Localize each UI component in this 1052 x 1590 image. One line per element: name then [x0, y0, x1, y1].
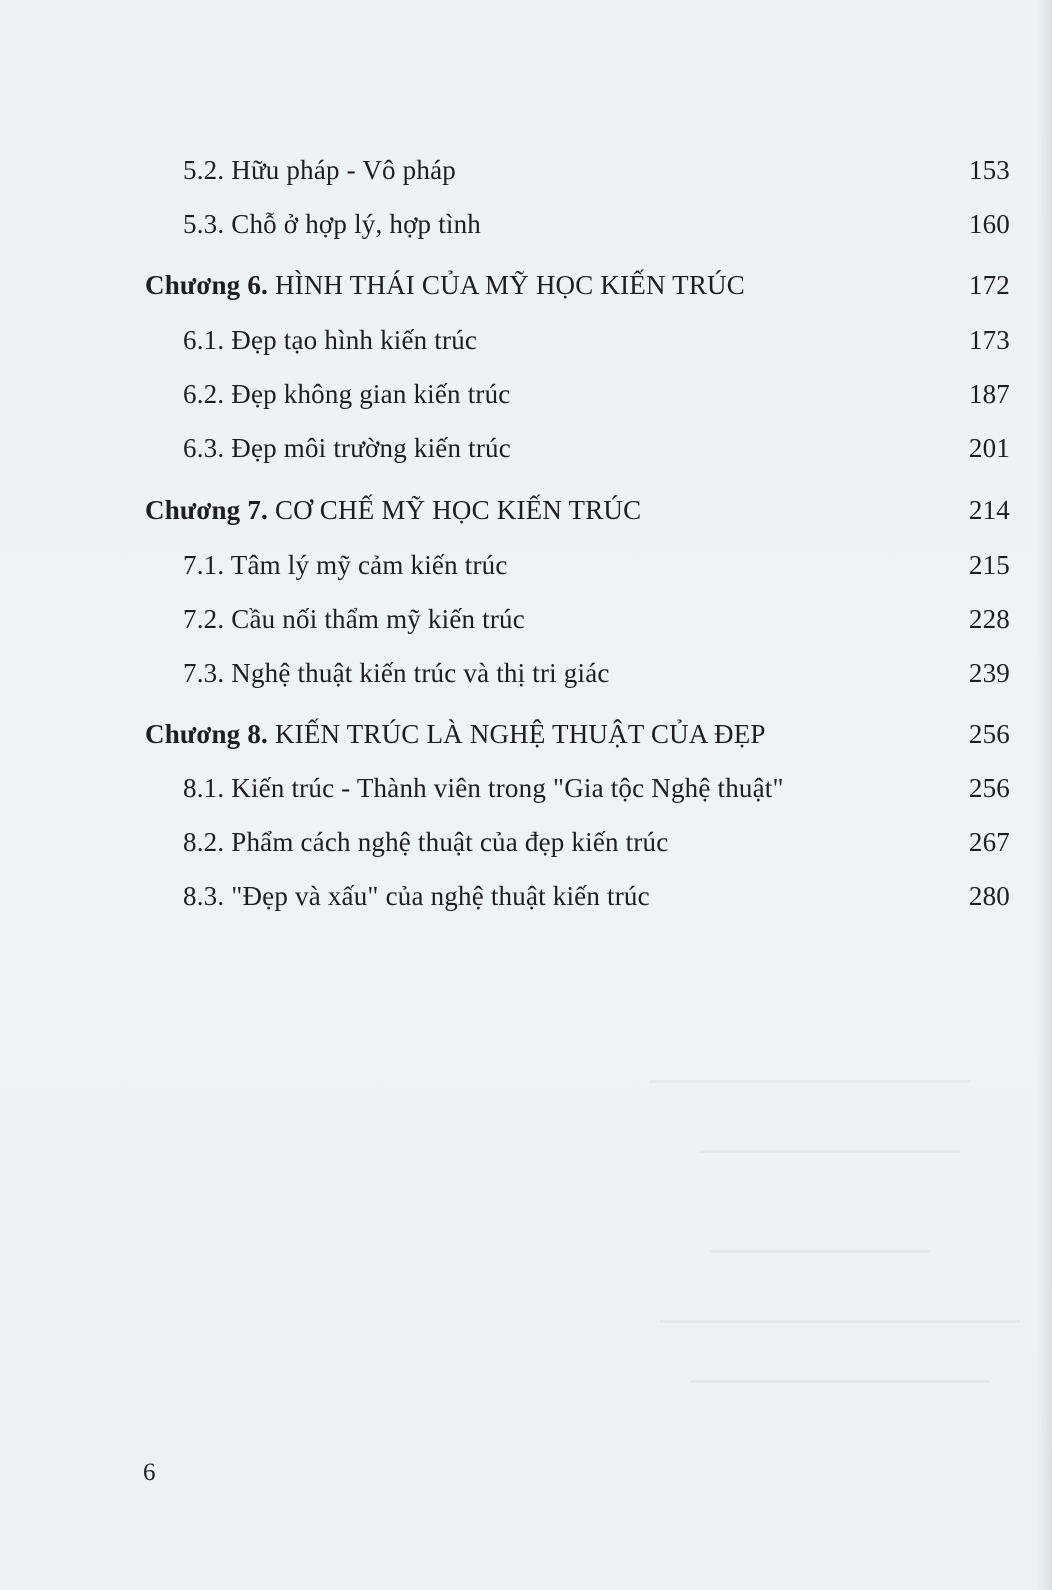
toc-section-entry [0, 876, 1052, 916]
toc-page-number: 239 [968, 658, 1010, 688]
page-number: 6 [143, 1459, 156, 1486]
toc-section-entry [0, 599, 1052, 639]
section-title: 5.2. Hữu pháp - Vô pháp [183, 155, 456, 185]
toc-section-entry [0, 768, 1052, 808]
toc-page-number: 256 [968, 773, 1010, 803]
section-title: 8.1. Kiến trúc - Thành viên trong "Gia tộc Nghệ thuật" [183, 773, 784, 803]
toc-section-entry [0, 320, 1052, 360]
toc-page-number: 215 [968, 550, 1010, 580]
toc-chapter-entry [0, 265, 1052, 305]
toc-page-number: 228 [968, 604, 1010, 634]
toc-page-number: 214 [968, 495, 1010, 525]
section-title: 7.2. Cầu nối thẩm mỹ kiến trúc [183, 604, 525, 634]
section-title: 7.3. Nghệ thuật kiến trúc và thị tri giác [183, 658, 610, 688]
toc-chapter-entry [0, 490, 1052, 530]
chapter-title [145, 714, 766, 754]
section-title: 7.1. Tâm lý mỹ cảm kiến trúc [183, 550, 508, 580]
chapter-label: Chương 6. [145, 270, 268, 300]
chapter-heading-text: HÌNH THÁI CỦA MỸ HỌC KIẾN TRÚC [274, 270, 745, 300]
chapter-heading-text: KIẾN TRÚC LÀ NGHỆ THUẬT CỦA ĐẸP [274, 719, 766, 749]
chapter-title [145, 265, 745, 305]
toc-section-entry [0, 545, 1052, 585]
toc-page-number: 173 [968, 325, 1010, 355]
chapter-label: Chương 7. [145, 495, 268, 525]
toc-section-entry [0, 150, 1052, 190]
section-title: 6.1. Đẹp tạo hình kiến trúc [183, 325, 478, 355]
section-title: 5.3. Chỗ ở hợp lý, hợp tình [183, 209, 481, 239]
toc-page-number: 160 [968, 209, 1010, 239]
toc-page-number: 187 [968, 379, 1010, 409]
chapter-heading-text: CƠ CHẾ MỸ HỌC KIẾN TRÚC [274, 495, 642, 525]
toc-page-number: 153 [968, 155, 1010, 185]
toc-page-number: 267 [968, 827, 1010, 857]
chapter-title [145, 490, 641, 530]
section-title: 8.2. Phẩm cách nghệ thuật của đẹp kiến trúc [183, 827, 669, 857]
toc-page-number: 172 [968, 270, 1010, 300]
toc-page-number: 256 [968, 719, 1010, 749]
toc-chapter-entry [0, 714, 1052, 754]
toc-section-entry [0, 822, 1052, 862]
chapter-label: Chương 8. [145, 719, 268, 749]
toc-page-number: 280 [968, 881, 1010, 911]
toc-section-entry [0, 204, 1052, 244]
section-title: 8.3. "Đẹp và xấu" của nghệ thuật kiến trúc [183, 881, 650, 911]
toc-section-entry [0, 653, 1052, 693]
section-title: 6.2. Đẹp không gian kiến trúc [183, 379, 511, 409]
section-title: 6.3. Đẹp môi trường kiến trúc [183, 433, 511, 463]
toc-page-number: 201 [968, 433, 1010, 463]
toc-section-entry [0, 374, 1052, 414]
toc-section-entry [0, 428, 1052, 468]
